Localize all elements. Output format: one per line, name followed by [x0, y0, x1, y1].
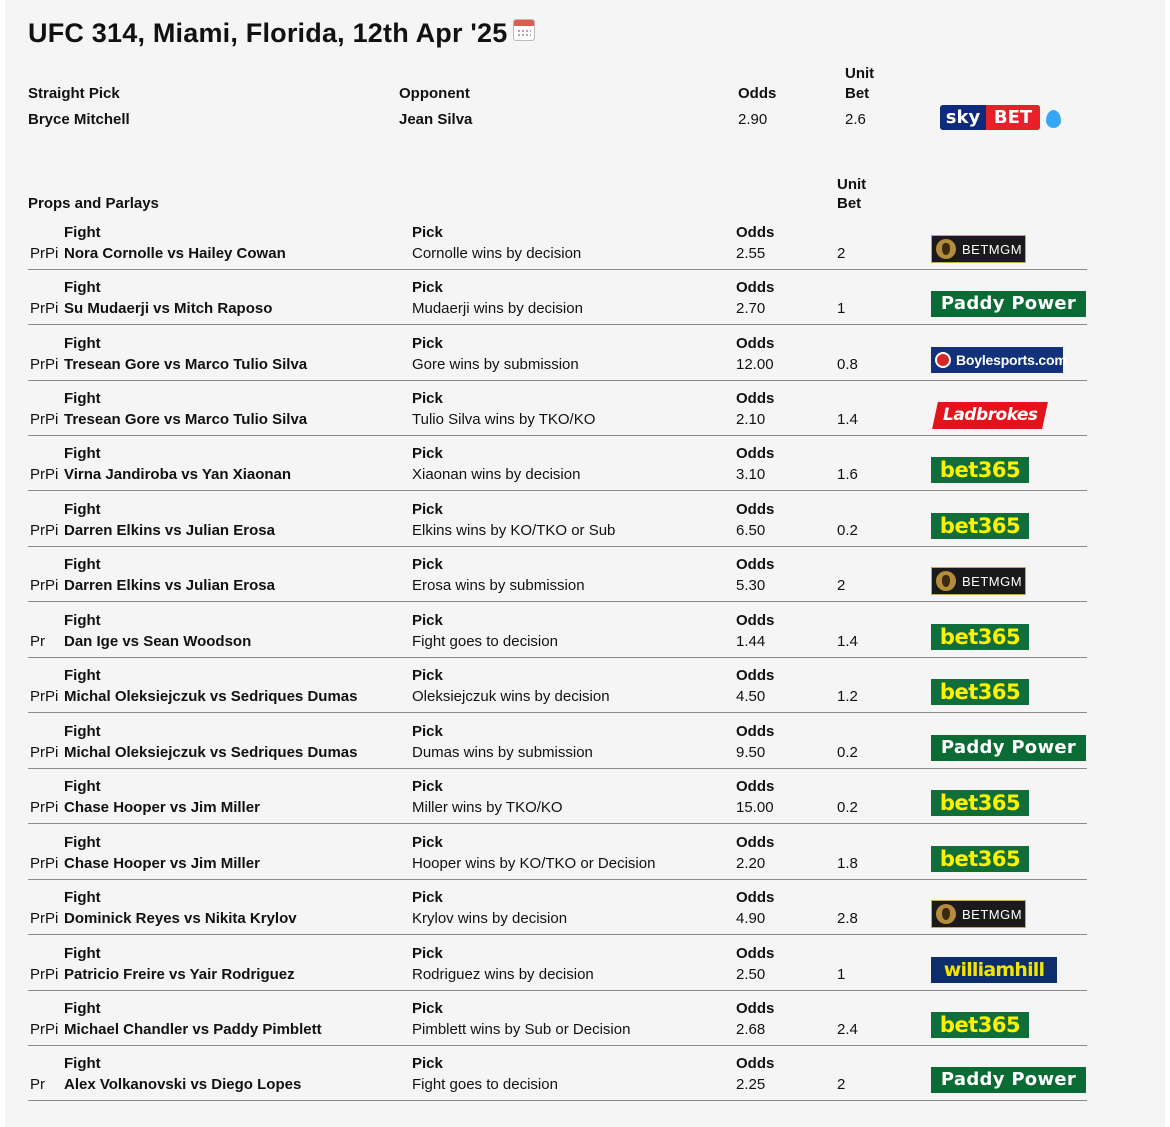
- pick-label: Pick: [412, 1055, 443, 1072]
- odds-value: 2.68: [736, 1021, 766, 1038]
- boyle-logo[interactable]: [931, 347, 1067, 373]
- bookmaker-name: Ladbrokes: [942, 405, 1038, 425]
- fight-name: Patricio Freire vs Yair Rodriguez: [64, 966, 295, 983]
- odds-label: Odds: [736, 445, 775, 462]
- unit-value: 1.6: [837, 466, 858, 483]
- calendar-icon: [513, 19, 535, 41]
- fight-label: Fight: [64, 556, 101, 573]
- fight-name: Virna Jandiroba vs Yan Xiaonan: [64, 466, 292, 483]
- pick-value: Oleksiejczuk wins by decision: [412, 688, 610, 705]
- bet-type: PrPi: [30, 1021, 59, 1038]
- fight-name: Chase Hooper vs Jim Miller: [64, 855, 260, 872]
- bet-type: PrPi: [30, 300, 59, 317]
- pick-value: Dumas wins by submission: [412, 744, 593, 761]
- odds-value: 15.00: [736, 799, 774, 816]
- fight-name: Nora Cornolle vs Hailey Cowan: [64, 245, 286, 262]
- opponent-value: Jean Silva: [399, 111, 473, 128]
- bet365-logo[interactable]: [931, 790, 1029, 816]
- odds-label: Odds: [736, 1000, 775, 1017]
- row-divider: [28, 768, 1087, 769]
- bet-type: PrPi: [30, 799, 59, 816]
- pick-label: Pick: [412, 778, 443, 795]
- bookmaker-name: bet365: [939, 1013, 1021, 1037]
- odds-label: Odds: [736, 279, 775, 296]
- pick-label: Pick: [412, 667, 443, 684]
- fight-label: Fight: [64, 612, 101, 629]
- fight-label: Fight: [64, 1055, 101, 1072]
- fight-label: Fight: [64, 667, 101, 684]
- skybet-logo[interactable]: [940, 105, 1040, 130]
- pick-label: Pick: [412, 1000, 443, 1017]
- unit-value: 1: [837, 300, 846, 317]
- pick-value: Xiaonan wins by decision: [412, 466, 581, 483]
- fight-label: Fight: [64, 390, 101, 407]
- fight-label: Fight: [64, 1000, 101, 1017]
- fight-label: Fight: [64, 945, 101, 962]
- straight-unit-value: 2.6: [845, 111, 866, 128]
- bet-type: PrPi: [30, 245, 59, 262]
- unit-value: 1.8: [837, 855, 858, 872]
- fight-name: Darren Elkins vs Julian Erosa: [64, 522, 275, 539]
- odds-value: 9.50: [736, 744, 766, 761]
- unit-value: 2: [837, 577, 846, 594]
- odds-value: 3.10: [736, 466, 766, 483]
- unit-value: 2: [837, 245, 846, 262]
- bet-type: Pr: [30, 1076, 45, 1093]
- pick-label: Pick: [412, 556, 443, 573]
- bookmaker-name: williamhill: [943, 959, 1045, 981]
- odds-label: Odds: [736, 335, 775, 352]
- pick-value: Tulio Silva wins by TKO/KO: [412, 411, 596, 428]
- bookmaker-name: bet365: [939, 847, 1021, 871]
- row-divider: [28, 657, 1087, 658]
- row-divider: [28, 990, 1087, 991]
- odds-label: Odds: [736, 556, 775, 573]
- row-divider: [28, 823, 1087, 824]
- pick-label: Pick: [412, 335, 443, 352]
- bet-type: PrPi: [30, 910, 59, 927]
- fight-label: Fight: [64, 224, 101, 241]
- fight-name: Su Mudaerji vs Mitch Raposo: [64, 300, 273, 317]
- odds-value: 2.25: [736, 1076, 766, 1093]
- unit-value: 0.2: [837, 799, 858, 816]
- row-divider: [28, 601, 1087, 602]
- skybet-dot-icon: [1046, 110, 1061, 128]
- pick-value: Erosa wins by submission: [412, 577, 585, 594]
- bet365-logo[interactable]: [931, 1012, 1029, 1038]
- bet-type: PrPi: [30, 466, 59, 483]
- fight-name: Michael Chandler vs Paddy Pimblett: [64, 1021, 322, 1038]
- pick-label: Pick: [412, 945, 443, 962]
- unit-value: 1: [837, 966, 846, 983]
- pick-value: Fight goes to decision: [412, 633, 558, 650]
- pick-value: Mudaerji wins by decision: [412, 300, 583, 317]
- bookmaker-name: Paddy Power: [940, 1069, 1077, 1090]
- bookmaker-name: Boylesports.com: [956, 352, 1067, 368]
- fight-name: Michal Oleksiejczuk vs Sedriques Dumas: [64, 744, 358, 761]
- bet-type: PrPi: [30, 688, 59, 705]
- pick-label: Pick: [412, 279, 443, 296]
- pick-label: Pick: [412, 889, 443, 906]
- william-logo[interactable]: [931, 957, 1057, 983]
- bookmaker-name: Paddy Power: [940, 293, 1077, 314]
- bookmaker-name: bet365: [939, 680, 1021, 704]
- fight-label: Fight: [64, 723, 101, 740]
- row-divider: [28, 712, 1087, 713]
- unit-value: 1.4: [837, 411, 858, 428]
- odds-value: 4.50: [736, 688, 766, 705]
- opponent-header: Opponent: [399, 85, 470, 102]
- props-unit-header: Unit: [837, 176, 867, 193]
- pick-value: Elkins wins by KO/TKO or Sub: [412, 522, 616, 539]
- pick-value: Rodriguez wins by decision: [412, 966, 594, 983]
- odds-label: Odds: [736, 945, 775, 962]
- fight-name: Darren Elkins vs Julian Erosa: [64, 577, 275, 594]
- pick-value: Fight goes to decision: [412, 1076, 558, 1093]
- unit-value: 0.8: [837, 356, 858, 373]
- pick-value: Miller wins by TKO/KO: [412, 799, 563, 816]
- pick-value: Hooper wins by KO/TKO or Decision: [412, 855, 656, 872]
- lion-icon: [936, 904, 956, 924]
- bet365-logo[interactable]: [931, 846, 1029, 872]
- fight-label: Fight: [64, 279, 101, 296]
- odds-value: 2.55: [736, 245, 766, 262]
- bookmaker-name: BETMGM: [962, 574, 1023, 589]
- betmgm-logo[interactable]: [931, 567, 1026, 595]
- odds-value: 5.30: [736, 577, 766, 594]
- fight-name: Michal Oleksiejczuk vs Sedriques Dumas: [64, 688, 358, 705]
- row-divider: [28, 934, 1087, 935]
- odds-value: 4.90: [736, 910, 766, 927]
- boyle-badge-icon: [935, 352, 951, 368]
- fight-name: Chase Hooper vs Jim Miller: [64, 799, 260, 816]
- bet365-logo[interactable]: [931, 457, 1029, 483]
- bookmaker-name: Paddy Power: [940, 737, 1077, 758]
- odds-value: 6.50: [736, 522, 766, 539]
- bet365-logo[interactable]: [931, 513, 1029, 539]
- bet365-logo[interactable]: [931, 679, 1029, 705]
- row-divider: [28, 546, 1087, 547]
- lion-icon: [936, 239, 956, 259]
- unit-value: 2.4: [837, 1021, 858, 1038]
- bet-type: PrPi: [30, 966, 59, 983]
- unit-value: 1.4: [837, 633, 858, 650]
- pick-value: Pimblett wins by Sub or Decision: [412, 1021, 631, 1038]
- fight-label: Fight: [64, 335, 101, 352]
- odds-label: Odds: [736, 889, 775, 906]
- props-header: Props and Parlays: [28, 195, 159, 212]
- ladbrokes-logo[interactable]: [932, 402, 1048, 429]
- paddy-logo[interactable]: [931, 291, 1086, 317]
- paddy-logo[interactable]: [931, 1067, 1086, 1093]
- odds-label: Odds: [736, 834, 775, 851]
- odds-value: 2.70: [736, 300, 766, 317]
- pick-label: Pick: [412, 224, 443, 241]
- pick-value: Krylov wins by decision: [412, 910, 568, 927]
- fight-name: Dan Ige vs Sean Woodson: [64, 633, 252, 650]
- straight-pick-value: Bryce Mitchell: [28, 111, 130, 128]
- fight-label: Fight: [64, 889, 101, 906]
- unit-value: 1.2: [837, 688, 858, 705]
- fight-name: Tresean Gore vs Marco Tulio Silva: [64, 356, 308, 373]
- pick-label: Pick: [412, 501, 443, 518]
- row-divider: [28, 879, 1087, 880]
- unit-value: 0.2: [837, 744, 858, 761]
- pick-label: Pick: [412, 390, 443, 407]
- pick-value: Gore wins by submission: [412, 356, 579, 373]
- odds-value: 12.00: [736, 356, 774, 373]
- row-divider: [28, 1045, 1087, 1046]
- row-divider: [28, 324, 1087, 325]
- row-divider: [28, 269, 1087, 270]
- unit-value: 2: [837, 1076, 846, 1093]
- bet-type: PrPi: [30, 577, 59, 594]
- fight-name: Dominick Reyes vs Nikita Krylov: [64, 910, 297, 927]
- lion-icon: [936, 571, 956, 591]
- odds-label: Odds: [736, 778, 775, 795]
- bet-type: PrPi: [30, 522, 59, 539]
- pick-value: Cornolle wins by decision: [412, 245, 582, 262]
- bookmaker-name: BETMGM: [962, 907, 1023, 922]
- pick-label: Pick: [412, 834, 443, 851]
- odds-label: Odds: [736, 224, 775, 241]
- bet-type: Pr: [30, 633, 45, 650]
- bookmaker-name: bet365: [939, 625, 1021, 649]
- row-divider: [28, 380, 1087, 381]
- pick-label: Pick: [412, 612, 443, 629]
- betmgm-logo[interactable]: [931, 235, 1026, 263]
- odds-value: 2.20: [736, 855, 766, 872]
- odds-value: 2.50: [736, 966, 766, 983]
- pick-label: Pick: [412, 445, 443, 462]
- odds-label: Odds: [736, 723, 775, 740]
- paddy-logo[interactable]: [931, 735, 1086, 761]
- bookmaker-name: bet365: [939, 458, 1021, 482]
- fight-label: Fight: [64, 501, 101, 518]
- bookmaker-name: BETMGM: [962, 242, 1023, 257]
- unit-header: Unit: [845, 65, 875, 82]
- bookmaker-name: bet365: [939, 514, 1021, 538]
- fight-label: Fight: [64, 834, 101, 851]
- fight-name: Tresean Gore vs Marco Tulio Silva: [64, 411, 308, 428]
- bet365-logo[interactable]: [931, 624, 1029, 650]
- odds-label: Odds: [736, 501, 775, 518]
- props-bet-header: Bet: [837, 195, 862, 212]
- betmgm-logo[interactable]: [931, 900, 1026, 928]
- odds-label: Odds: [736, 1055, 775, 1072]
- bet-type: PrPi: [30, 356, 59, 373]
- odds-label: Odds: [736, 390, 775, 407]
- bookmaker-name: bet365: [939, 791, 1021, 815]
- straight-pick-header: Straight Pick: [28, 85, 120, 102]
- odds-label: Odds: [736, 612, 775, 629]
- bet-type: PrPi: [30, 744, 59, 761]
- row-divider: [28, 435, 1087, 436]
- bet-type: PrPi: [30, 411, 59, 428]
- page-title: [28, 18, 535, 49]
- skybet-sky: sky: [945, 107, 981, 128]
- fight-label: Fight: [64, 778, 101, 795]
- row-divider: [28, 1100, 1087, 1101]
- pick-label: Pick: [412, 723, 443, 740]
- bet-header: Bet: [845, 85, 870, 102]
- skybet-bet: BET: [986, 105, 1040, 130]
- bet-type: PrPi: [30, 855, 59, 872]
- odds-header: Odds: [738, 85, 777, 102]
- fight-name: Alex Volkanovski vs Diego Lopes: [64, 1076, 302, 1093]
- odds-label: Odds: [736, 667, 775, 684]
- odds-value: 2.10: [736, 411, 766, 428]
- fight-label: Fight: [64, 445, 101, 462]
- odds-value: 1.44: [736, 633, 766, 650]
- straight-odds-value: 2.90: [738, 111, 768, 128]
- unit-value: 2.8: [837, 910, 858, 927]
- row-divider: [28, 490, 1087, 491]
- unit-value: 0.2: [837, 522, 858, 539]
- page-title-text: UFC 314, Miami, Florida, 12th Apr '25: [28, 18, 508, 48]
